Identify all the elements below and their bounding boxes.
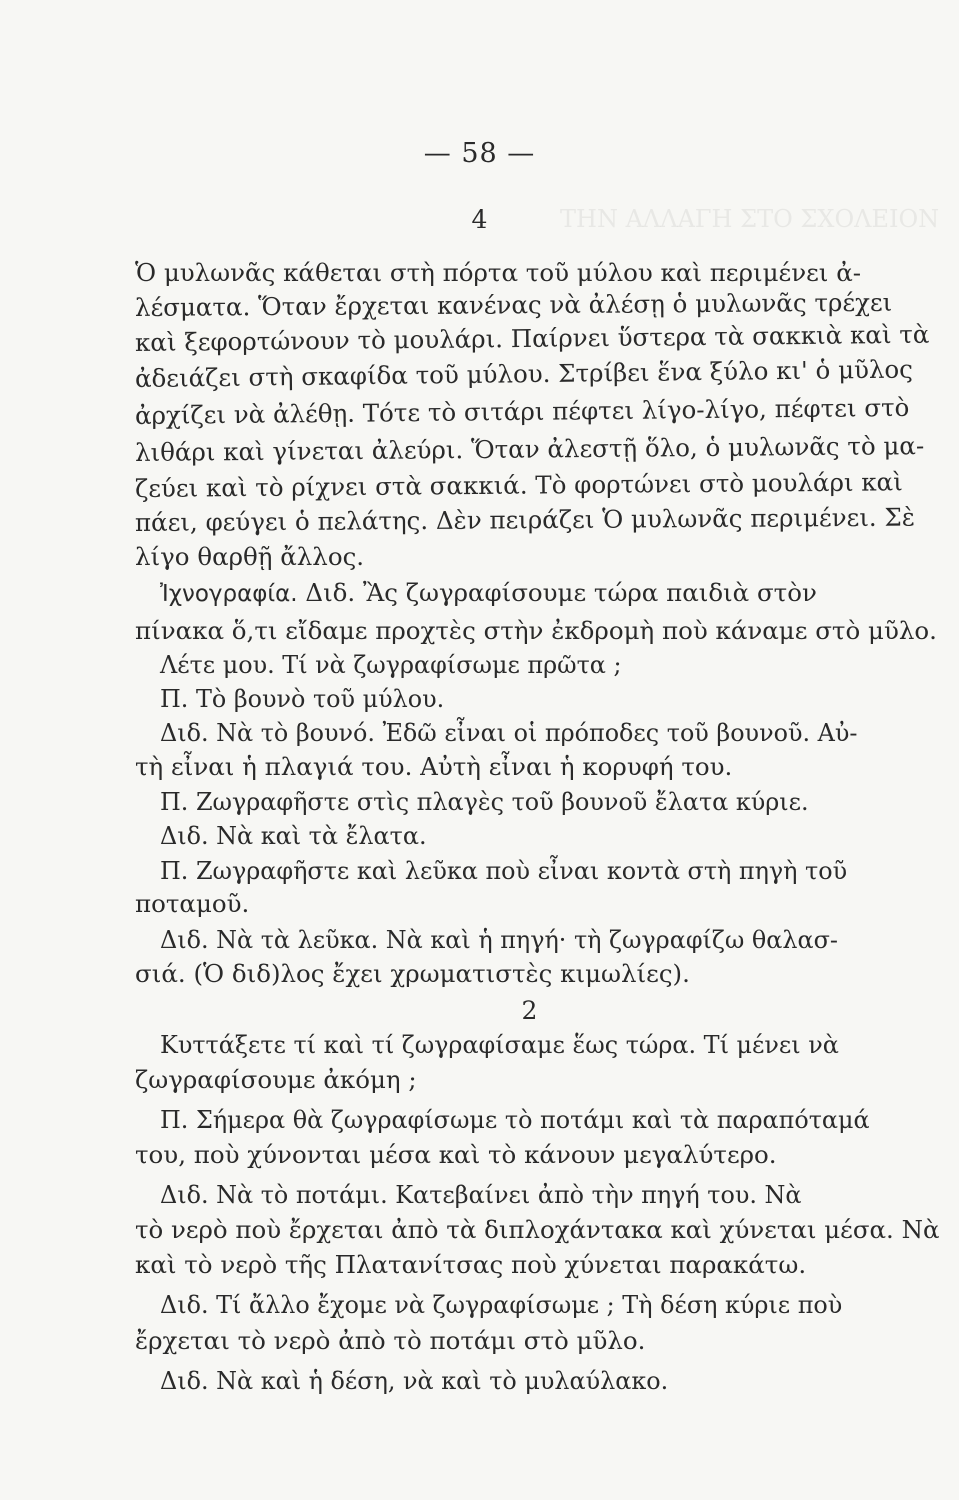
text-line: τὴ εἶναι ἡ πλαγιά του. Αὐτὴ εἶναι ἡ κορυφή του. [135,752,733,781]
text-line [135,258,935,287]
text-line: λίγο θαρθῇ ἄλλος. [135,542,365,571]
text-line: καὶ τὸ νερὸ τῆς Πλατανίτσας ποὺ χύνεται παρακάτω. [135,1250,807,1279]
line-text: Ὁ μυλωνᾶς κάθεται στὴ πόρτα τοῦ μύλου καὶ περιμένει ἀ- [135,258,862,287]
text-line: σιά. (Ὁ διδ)λος ἔχει χρωματιστὲς κιμωλίες). [135,959,690,988]
text-line: ζωγραφίσουμε ἀκόμη ; [135,1065,417,1094]
text-line: καὶ ξεφορτώνουν τὸ μουλάρι. Παίρνει ὕστερα τὰ σακκιὰ καὶ τὰ [134,319,930,357]
text-line: Π. Ζωγραφῆστε καὶ λεῦκα ποὺ εἶναι κοντὰ στὴ πηγὴ τοῦ [160,856,848,885]
text-line: Διδ. Τί ἄλλο ἔχομε νὰ ζωγραφίσωμε ; Τὴ δέση κύριε ποὺ [160,1290,843,1319]
line-text: Διδ. Ἂς ζωγραφίσουμε τώρα παιδιὰ στὸν [305,578,817,607]
text-line: Διδ. Νὰ τὸ ποτάμι. Κατεβαίνει ἀπὸ τὴν πηγή του. Νὰ [160,1180,802,1209]
text-line: πίνακα ὅ,τι εἴδαμε προχτὲς στὴν ἐκδρομὴ ποὺ κάναμε στὸ μῦλο. [135,616,937,645]
text-line: Διδ. Νὰ καὶ τὰ ἔλατα. [160,821,427,850]
text-line: του, ποὺ χύνονται μέσα καὶ τὸ κάνουν μεγαλύτερο. [135,1140,777,1169]
text-line: πάει, φεύγει ὁ πελάτης. Δὲν πειράζει Ὁ μυλωνᾶς περιμένει. Σὲ [134,502,916,537]
text-line: ζεύει καὶ τὸ ρίχνει στὰ σακκιά. Τὸ φορτώνει στὸ μουλάρι καὶ [134,467,903,503]
text-line: ἀδειάζει στὴ σκαφίδα τοῦ μύλου. Στρίβει ἕνα ξύλο κι' ὁ μῦλος [134,354,914,393]
text-line: ἀρχίζει νὰ ἀλέθῃ. Τότε τὸ σιτάρι πέφτει λίγο-λίγο, πέφτει στὸ [134,392,910,430]
section-number: 4 [471,205,488,234]
text-line: Λέτε μου. Τί νὰ ζωγραφίσωμε πρῶτα ; [160,650,622,679]
text-line: ἔρχεται τὸ νερὸ ἀπὸ τὸ ποτάμι στὸ μῦλο. [135,1326,646,1355]
drawing-line [160,578,939,607]
text-line: τὸ νερὸ ποὺ ἔρχεται ἀπὸ τὰ διπλοχάντακα καὶ χύνεται μέσα. Νὰ [135,1215,940,1244]
text-line: Διδ. Νὰ τὸ βουνό. Ἐδῶ εἶναι οἱ πρόποδες τοῦ βουνοῦ. Αὐ- [160,718,858,747]
text-line: Διδ. Νὰ καὶ ἡ δέση, νὰ καὶ τὸ μυλαύλακο. [160,1366,669,1395]
drawing-heading: Ἰχνογραφία. [160,581,298,607]
text-line: Π. Ζωγραφῆστε στὶς πλαγὲς τοῦ βουνοῦ ἔλατα κύριε. [160,787,809,816]
text-line: Διδ. Νὰ τὰ λεῦκα. Νὰ καὶ ἡ πηγή· τὴ ζωγραφίζω θαλασ- [160,925,838,954]
show-through-text: ΤΗΝ ΑΛΛΑΓΗ ΣΤΟ ΣΧΟΛΕΙΟΝ [560,205,940,233]
section-number-2: 2 [521,996,538,1025]
page-number: — 58 — [423,138,536,169]
text-line: Π. Τὸ βουνὸ τοῦ μύλου. [160,684,445,713]
text-line: Κυττάξετε τί καὶ τί ζωγραφίσαμε ἕως τώρα. Τί μένει νὰ [160,1030,839,1059]
text-line: ποταμοῦ. [135,889,250,918]
text-line: λέσματα. Ὅταν ἔρχεται κανένας νὰ ἀλέσῃ ὁ μυλωνᾶς τρέχει [134,287,893,322]
text-line: λιθάρι καὶ γίνεται ἀλεύρι. Ὅταν ἀλεστῇ ὅλο, ὁ μυλωνᾶς τὸ μα- [134,431,925,467]
text-line: Π. Σήμερα θὰ ζωγραφίσωμε τὸ ποτάμι καὶ τὰ παραπόταμά [160,1105,870,1134]
